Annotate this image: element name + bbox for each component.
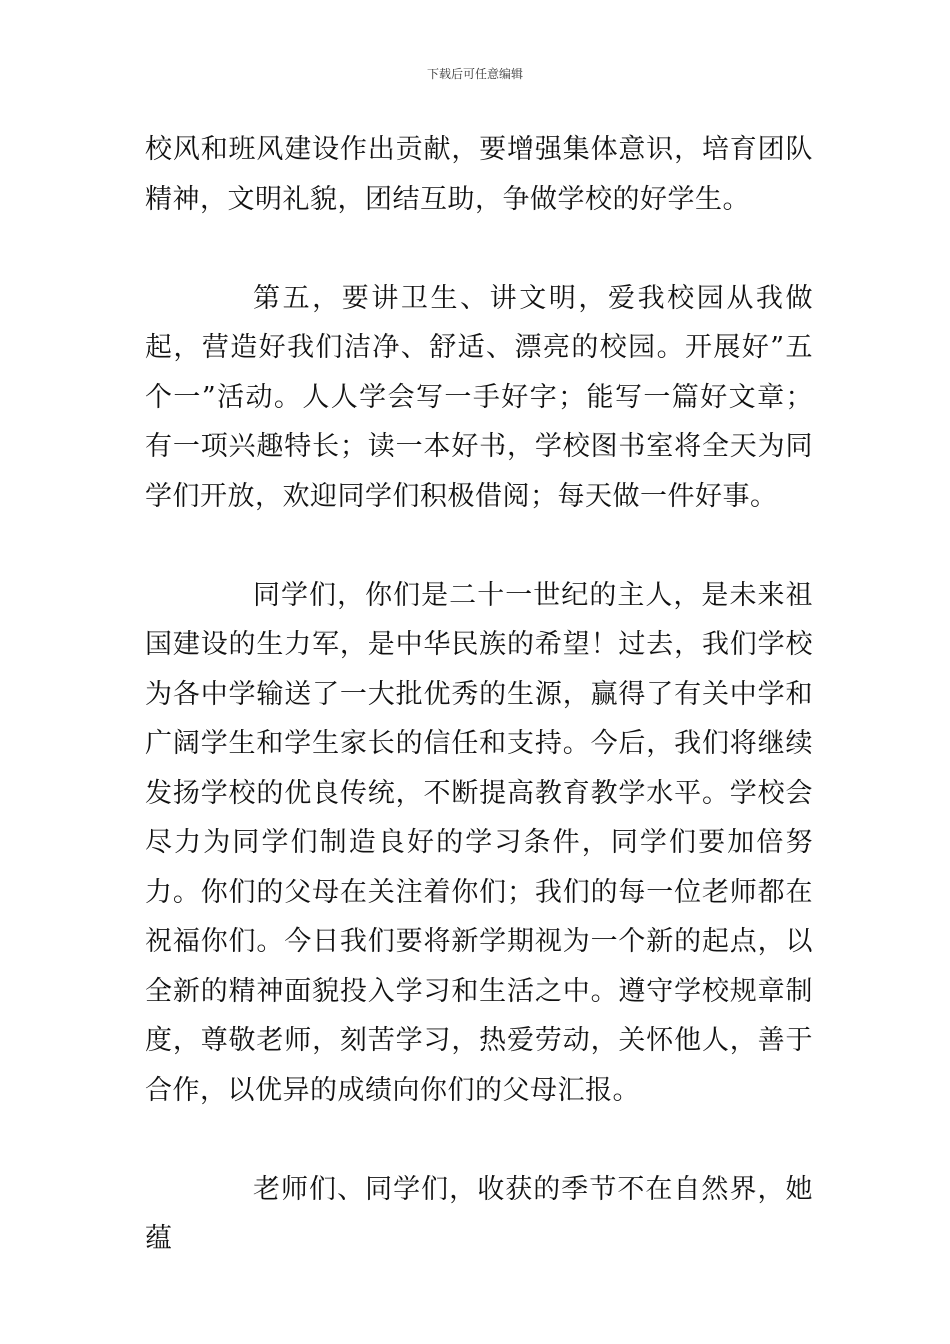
paragraph-3: 同学们，你们是二十一世纪的主人，是未来祖国建设的生力军，是中华民族的希望！过去，我们学校为各中学输送了一大批优秀的生源，赢得了有关中学和广阔学生和学生家长的信任和支持。今后，我们将继续发扬学校的优良传统，不断提高教育教学水平。学校会尽力为同学们制造良好的学习条件，同学们要加倍努力。你们的父母在关注着你们；我们的每一位老师都在祝福你们。今日我们要将新学期视为一个新的起点，以全新的精神面貌投入学习和生活之中。遵守学校规章制度，尊敬老师，刻苦学习，热爱劳动，关怀他人，善于合作，以优异的成绩向你们的父母汇报。 xyxy=(145,579,813,1106)
paragraph-2: 第五，要讲卫生、讲文明，爱我校园从我做起，营造好我们洁净、舒适、漂亮的校园。开展好”五个一”活动。人人学会写一手好字；能写一篇好文章；有一项兴趣特长；读一本好书，学校图书室将全天为同学们开放，欢迎同学们积极借阅；每天做一件好事。 xyxy=(145,282,813,512)
document-body xyxy=(145,125,813,1313)
page-header: 下载后可任意编辑 xyxy=(426,67,523,81)
paragraph-1: 校风和班风建设作出贡献，要增强集体意识，培育团队精神，文明礼貌，团结互助，争做学校的好学生。 xyxy=(145,134,813,215)
paragraph-4: 老师们、同学们，收获的季节不在自然界，她蕴 xyxy=(145,1173,813,1254)
